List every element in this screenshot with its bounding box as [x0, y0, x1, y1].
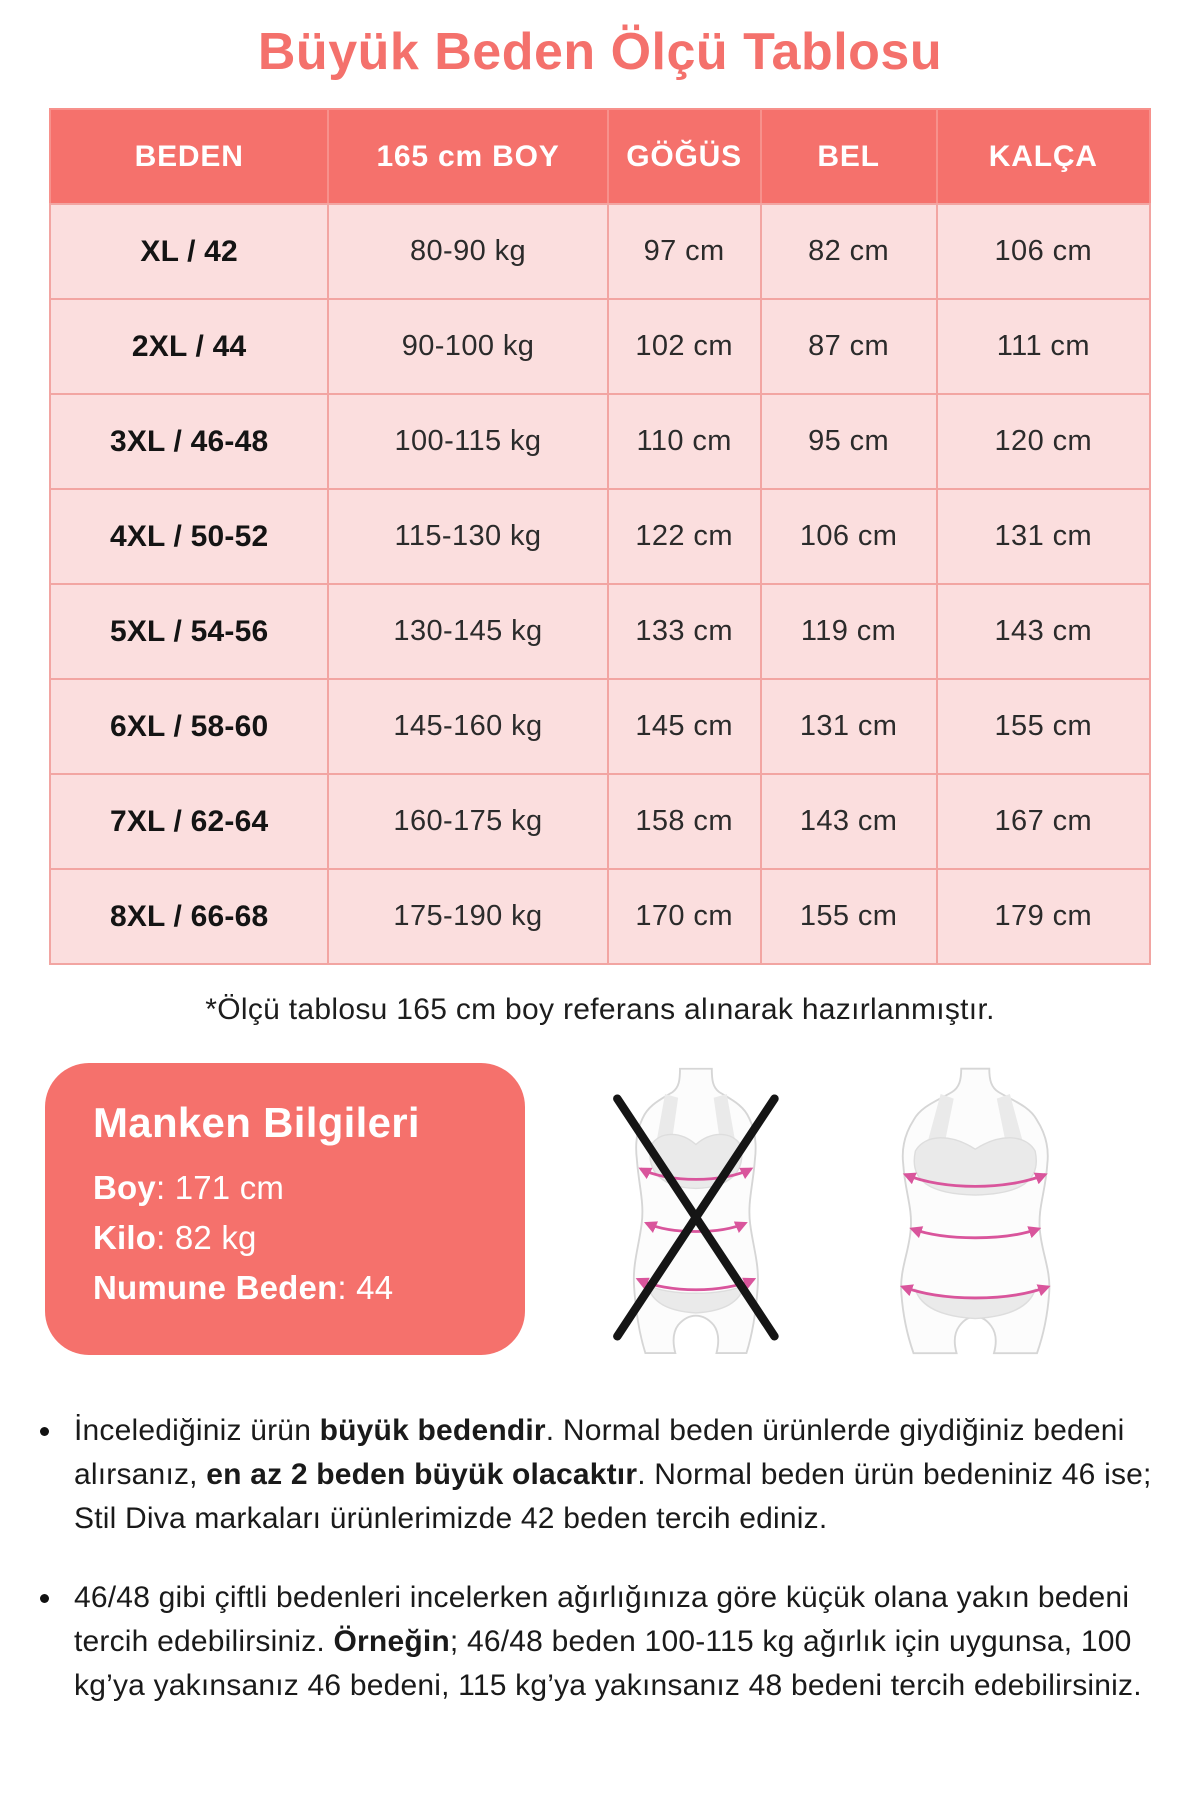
- model-info-section: [45, 1063, 1155, 1355]
- measurement-cell: 160-175 kg: [328, 774, 607, 869]
- measurement-cell: 90-100 kg: [328, 299, 607, 394]
- column-header: BEL: [761, 109, 937, 204]
- model-info-line: Boy: 171 cm: [93, 1169, 285, 1206]
- size-table-head: [50, 109, 1150, 204]
- measurement-cell: 131 cm: [937, 489, 1150, 584]
- size-label-cell: 2XL / 44: [50, 299, 328, 394]
- measurement-cell: 115-130 kg: [328, 489, 607, 584]
- sizing-notes: [36, 1409, 1154, 1708]
- model-info-card: [45, 1063, 525, 1355]
- measurement-cell: 110 cm: [608, 394, 761, 489]
- size-table-row: [50, 299, 1150, 394]
- size-table-row: [50, 869, 1150, 964]
- measurement-cell: 122 cm: [608, 489, 761, 584]
- size-table-row: [50, 394, 1150, 489]
- column-header: 165 cm BOY: [328, 109, 607, 204]
- model-info-line: Numune Beden: 44: [93, 1269, 394, 1306]
- size-label-cell: 3XL / 46-48: [50, 394, 328, 489]
- measurement-cell: 158 cm: [608, 774, 761, 869]
- measurement-cell: 130-145 kg: [328, 584, 607, 679]
- size-label-cell: XL / 42: [50, 204, 328, 299]
- measurement-cell: 80-90 kg: [328, 204, 607, 299]
- size-label-cell: 7XL / 62-64: [50, 774, 328, 869]
- measurement-cell: 143 cm: [761, 774, 937, 869]
- measurement-cell: 133 cm: [608, 584, 761, 679]
- size-table-header-row: [50, 109, 1150, 204]
- correct-fit-figure-icon: [863, 1063, 1088, 1355]
- size-label-cell: 5XL / 54-56: [50, 584, 328, 679]
- measurement-cell: 167 cm: [937, 774, 1150, 869]
- measurement-cell: 106 cm: [937, 204, 1150, 299]
- measurement-cell: 102 cm: [608, 299, 761, 394]
- plus-size-body-figure-icon: [863, 1065, 1088, 1355]
- measurement-cell: 145 cm: [608, 679, 761, 774]
- sizing-note: • İncelediğiniz ürün büyük bedendir. Normal beden ürünlerde giydiğiniz bedeni alırsanız, en az 2 beden büyük olacaktır. Normal beden ürün bedeniniz 46 ise; Stil Diva markaları ürünlerimizde 42 beden tercih ediniz.: [64, 1409, 1154, 1540]
- size-table-row: [50, 489, 1150, 584]
- column-header: GÖĞÜS: [608, 109, 761, 204]
- size-table-row: [50, 204, 1150, 299]
- slim-body-figure-icon: [593, 1065, 799, 1355]
- measurement-cell: 120 cm: [937, 394, 1150, 489]
- measurement-cell: 155 cm: [761, 869, 937, 964]
- column-header: BEDEN: [50, 109, 328, 204]
- measurement-cell: 82 cm: [761, 204, 937, 299]
- measurement-cell: 179 cm: [937, 869, 1150, 964]
- page-title: Büyük Beden Ölçü Tablosu: [257, 23, 943, 81]
- measurement-cell: 145-160 kg: [328, 679, 607, 774]
- measurement-cell: 87 cm: [761, 299, 937, 394]
- size-table: [49, 108, 1151, 965]
- size-label-cell: 8XL / 66-68: [50, 869, 328, 964]
- measurement-cell: 95 cm: [761, 394, 937, 489]
- size-label-cell: 6XL / 58-60: [50, 679, 328, 774]
- measurement-cell: 170 cm: [608, 869, 761, 964]
- size-table-body: [50, 204, 1150, 964]
- model-info-line: Kilo: 82 kg: [93, 1219, 257, 1256]
- size-table-row: [50, 679, 1150, 774]
- model-info-title: Manken Bilgileri: [93, 1099, 420, 1146]
- measurement-cell: 131 cm: [761, 679, 937, 774]
- model-info-lines: [93, 1169, 481, 1307]
- size-label-cell: 4XL / 50-52: [50, 489, 328, 584]
- measurement-cell: 100-115 kg: [328, 394, 607, 489]
- incorrect-fit-figure-icon: [593, 1063, 799, 1355]
- measurement-cell: 143 cm: [937, 584, 1150, 679]
- size-table-row: [50, 584, 1150, 679]
- measurement-cell: 175-190 kg: [328, 869, 607, 964]
- column-header: KALÇA: [937, 109, 1150, 204]
- measurement-cell: 97 cm: [608, 204, 761, 299]
- measurement-cell: 119 cm: [761, 584, 937, 679]
- table-footnote: *Ölçü tablosu 165 cm boy referans alınarak hazırlanmıştır.: [205, 993, 995, 1026]
- size-table-row: [50, 774, 1150, 869]
- measurement-cell: 111 cm: [937, 299, 1150, 394]
- sizing-note: • 46/48 gibi çiftli bedenleri incelerken ağırlığınıza göre küçük olana yakın bedeni tercih edebilirsiniz. Örneğin; 46/48 beden 100-115 kg ağırlık için uygunsa, 100 kg’ya yakınsanız 46 bedeni, 115 kg’ya yakınsanız 48 bedeni tercih edebilirsiniz.: [64, 1576, 1154, 1707]
- measurement-cell: 155 cm: [937, 679, 1150, 774]
- measurement-figures: [525, 1063, 1155, 1355]
- measurement-cell: 106 cm: [761, 489, 937, 584]
